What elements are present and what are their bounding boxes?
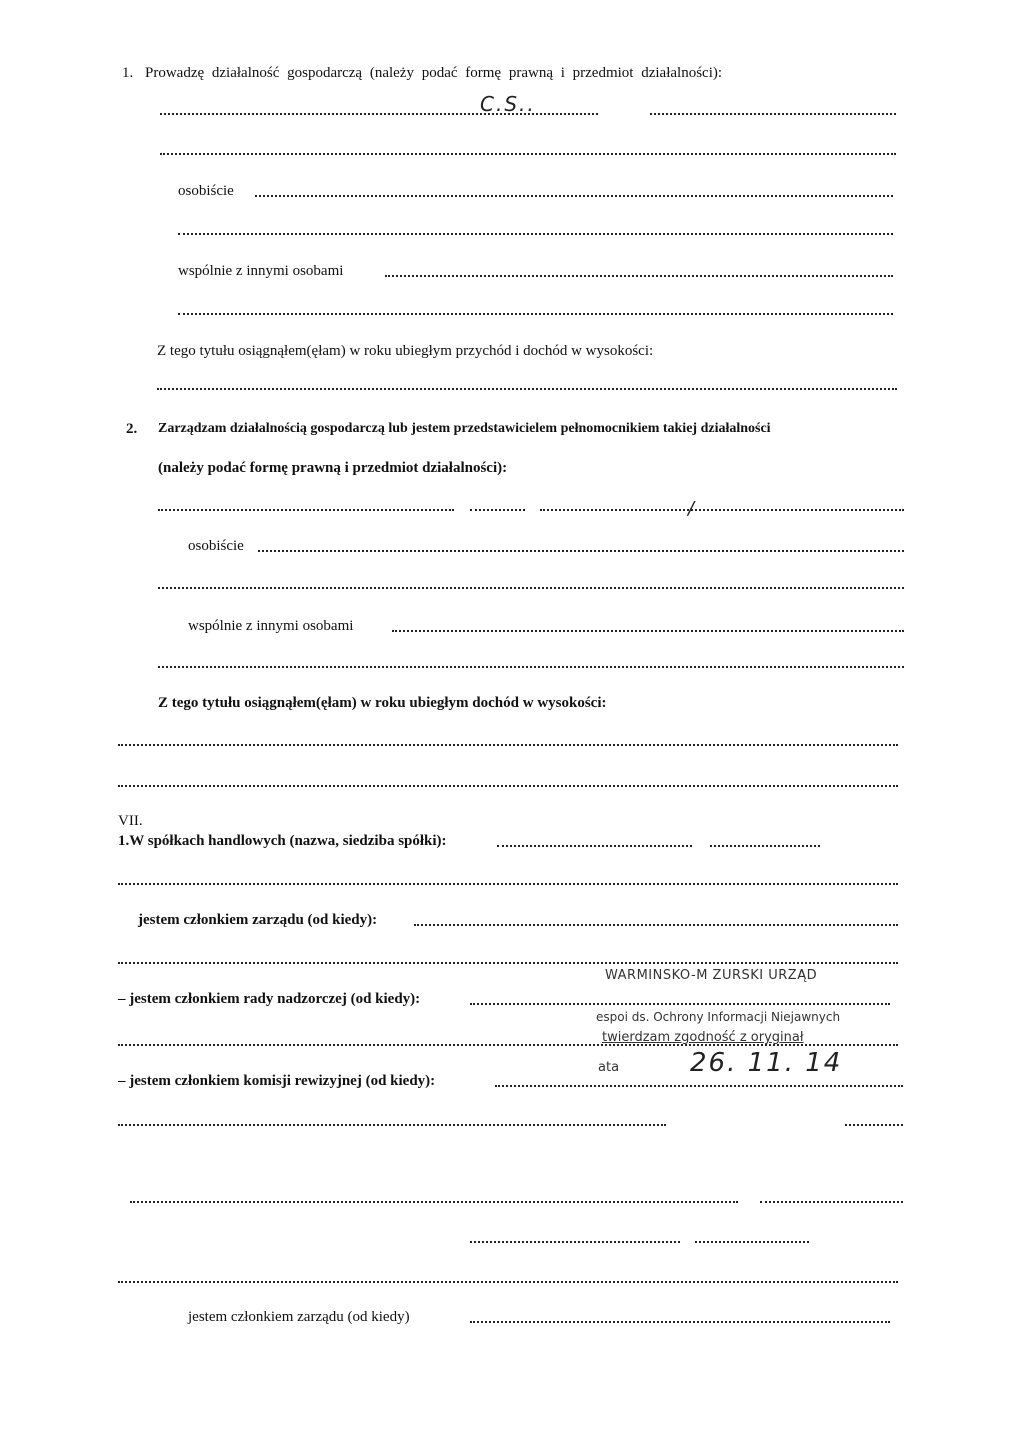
section7-roman: VII.	[118, 813, 143, 829]
section2-line-3	[158, 666, 904, 668]
section7-line-6a	[470, 1241, 680, 1243]
section7-line-6b	[695, 1241, 809, 1243]
section7-line-5b	[760, 1201, 903, 1203]
section1-line-2	[160, 153, 896, 155]
section7-board-label-2: jestem członkiem zarządu (od kiedy)	[188, 1309, 410, 1325]
section7-board-line	[414, 924, 898, 926]
section1-heading: Prowadzę działalność gospodarczą (należy podać formę prawną i przedmiot działalności):	[145, 65, 723, 81]
section2-number: 2.	[126, 421, 138, 437]
section7-item1-line-a	[497, 845, 692, 847]
section1-line-4	[178, 313, 893, 315]
section2-joint-label: wspólnie z innymi osobami	[188, 618, 354, 634]
section2-alone-line	[258, 550, 904, 552]
section2-line-1a	[158, 509, 454, 511]
section7-line-2	[118, 962, 898, 964]
section2-income-line-2	[118, 785, 898, 787]
section7-item1: 1.W spółkach handlowych (nazwa, siedziba spółki):	[118, 833, 447, 849]
section7-line-4b	[845, 1124, 903, 1126]
section1-number: 1.	[122, 65, 134, 81]
section2-heading-cont: (należy podać formę prawną i przedmiot działalności):	[158, 460, 508, 476]
section7-line-7	[118, 1281, 898, 1283]
section2-line-1b	[470, 509, 525, 511]
section7-supervisory-label: – jestem członkiem rady nadzorczej (od kiedy):	[118, 991, 421, 1007]
section2-income-line-1	[118, 744, 898, 746]
section7-board-line-2	[470, 1321, 890, 1323]
section7-line-5a	[130, 1201, 738, 1203]
section1-line-1b	[650, 113, 896, 115]
section2-income-label: Z tego tytułu osiągnąłem(ęłam) w roku ubiegłym dochód w wysokości:	[158, 695, 607, 711]
section1-alone-label: osobiście	[178, 183, 234, 199]
section1-alone-line	[255, 195, 893, 197]
section7-audit-line	[495, 1085, 903, 1087]
handwritten-slash: /	[688, 498, 697, 519]
section7-line-1	[118, 883, 898, 885]
section1-income-line	[157, 388, 897, 390]
handwritten-mark: C.S..	[480, 92, 536, 116]
section2-alone-label: osobiście	[188, 538, 244, 554]
section7-audit-label: – jestem członkiem komisji rewizyjnej (od kiedy):	[118, 1073, 436, 1089]
section7-supervisory-line	[470, 1003, 890, 1005]
section2-joint-line	[392, 630, 904, 632]
section1-line-3	[178, 233, 893, 235]
section1-joint-label: wspólnie z innymi osobami	[178, 263, 344, 279]
section2-heading: Zarządzam działalnością gospodarczą lub jestem przedstawicielem pełnomocnikiem takiej działalności	[158, 421, 771, 436]
section7-line-4a	[118, 1124, 666, 1126]
section1-income-label: Z tego tytułu osiągnąłem(ęłam) w roku ubiegłym przychód i dochód w wysokości:	[157, 343, 654, 359]
section2-line-1c	[540, 509, 904, 511]
stamp-line-1: WARMINSKO-M ZURSKI URZĄD	[605, 968, 818, 983]
section7-item1-line-b	[710, 845, 820, 847]
stamp-date-label: ata	[598, 1060, 620, 1075]
section7-board-label: jestem członkiem zarządu (od kiedy):	[138, 912, 378, 928]
stamp-line-2: espoi ds. Ochrony Informacji Niejawnych	[596, 1010, 841, 1024]
section2-line-2	[158, 587, 904, 589]
stamp-line-3: twierdzam zgodność z oryginał	[602, 1030, 804, 1045]
section1-joint-line	[385, 275, 893, 277]
stamp-date-value: 26. 11. 14	[690, 1048, 843, 1078]
